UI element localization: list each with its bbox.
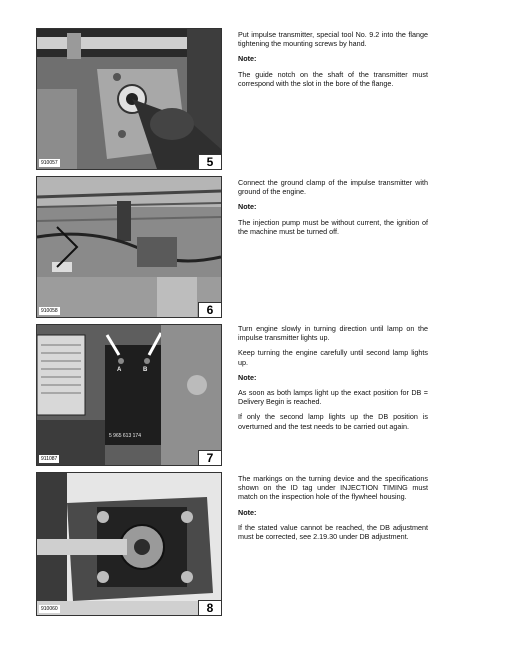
instruction-paragraph: Keep turning the engine carefully until second lamp lights up. [238, 348, 428, 367]
note-paragraph: The guide notch on the shaft of the transmitter must correspond with the slot in the bore of the flange. [238, 69, 428, 88]
photo-id: 911087 [41, 456, 58, 462]
instruction-paragraph: Put impulse transmitter, special tool No. 9.2 into the flange tightening the mounting screws by hand. [238, 30, 428, 49]
note-paragraph: If only the second lamp lights up the DB position is overturned and the test needs to be carried out again. [238, 412, 428, 431]
step-6-text [238, 178, 428, 242]
step-8-text [238, 474, 428, 547]
photo-id: 910058 [41, 308, 58, 314]
note-label: Note: [238, 507, 257, 517]
figure-number: 6 [198, 302, 221, 317]
step-7-text [238, 324, 428, 437]
instruction-paragraph: Connect the ground clamp of the impulse transmitter with ground of the engine. [238, 178, 428, 197]
note-paragraph: If the stated value cannot be reached, the DB adjustment must be corrected, see 2.19.30 under DB adjustment. [238, 522, 428, 542]
figure-number: 7 [198, 450, 221, 465]
tool-part-number: 5 965 613 174 [109, 433, 141, 439]
lamp-label-b: B [143, 367, 148, 373]
photo-id: 910060 [41, 606, 58, 612]
photo-step-7 [36, 324, 222, 466]
photo-step-6-image [37, 177, 221, 317]
figure-number: 5 [198, 154, 221, 169]
photo-step-8-image [37, 473, 221, 615]
step-5-text [238, 30, 428, 94]
note-label: Note: [238, 202, 257, 212]
note-paragraph: The injection pump must be without current, the ignition of the machine must be turned off. [238, 217, 428, 236]
figure-number: 8 [198, 600, 221, 615]
photo-step-5 [36, 28, 222, 170]
instruction-paragraph: The markings on the turning device and the specifications shown on the ID tag under INJECTION TIMING must match on the inspection hole of the flywheel housing. [238, 474, 428, 502]
photo-id: 910057 [41, 160, 58, 166]
photo-step-7-image [37, 325, 221, 465]
lamp-label-a: A [117, 367, 122, 373]
note-label: Note: [238, 54, 257, 64]
photo-step-8 [36, 472, 222, 616]
note-label: Note: [238, 372, 257, 382]
photo-step-5-image [37, 29, 221, 169]
instruction-paragraph: Turn engine slowly in turning direction until lamp on the impulse transmitter lights up. [238, 324, 428, 343]
photo-step-6 [36, 176, 222, 318]
note-paragraph: As soon as both lamps light up the exact position for DB = Delivery Begin is reached. [238, 388, 428, 407]
